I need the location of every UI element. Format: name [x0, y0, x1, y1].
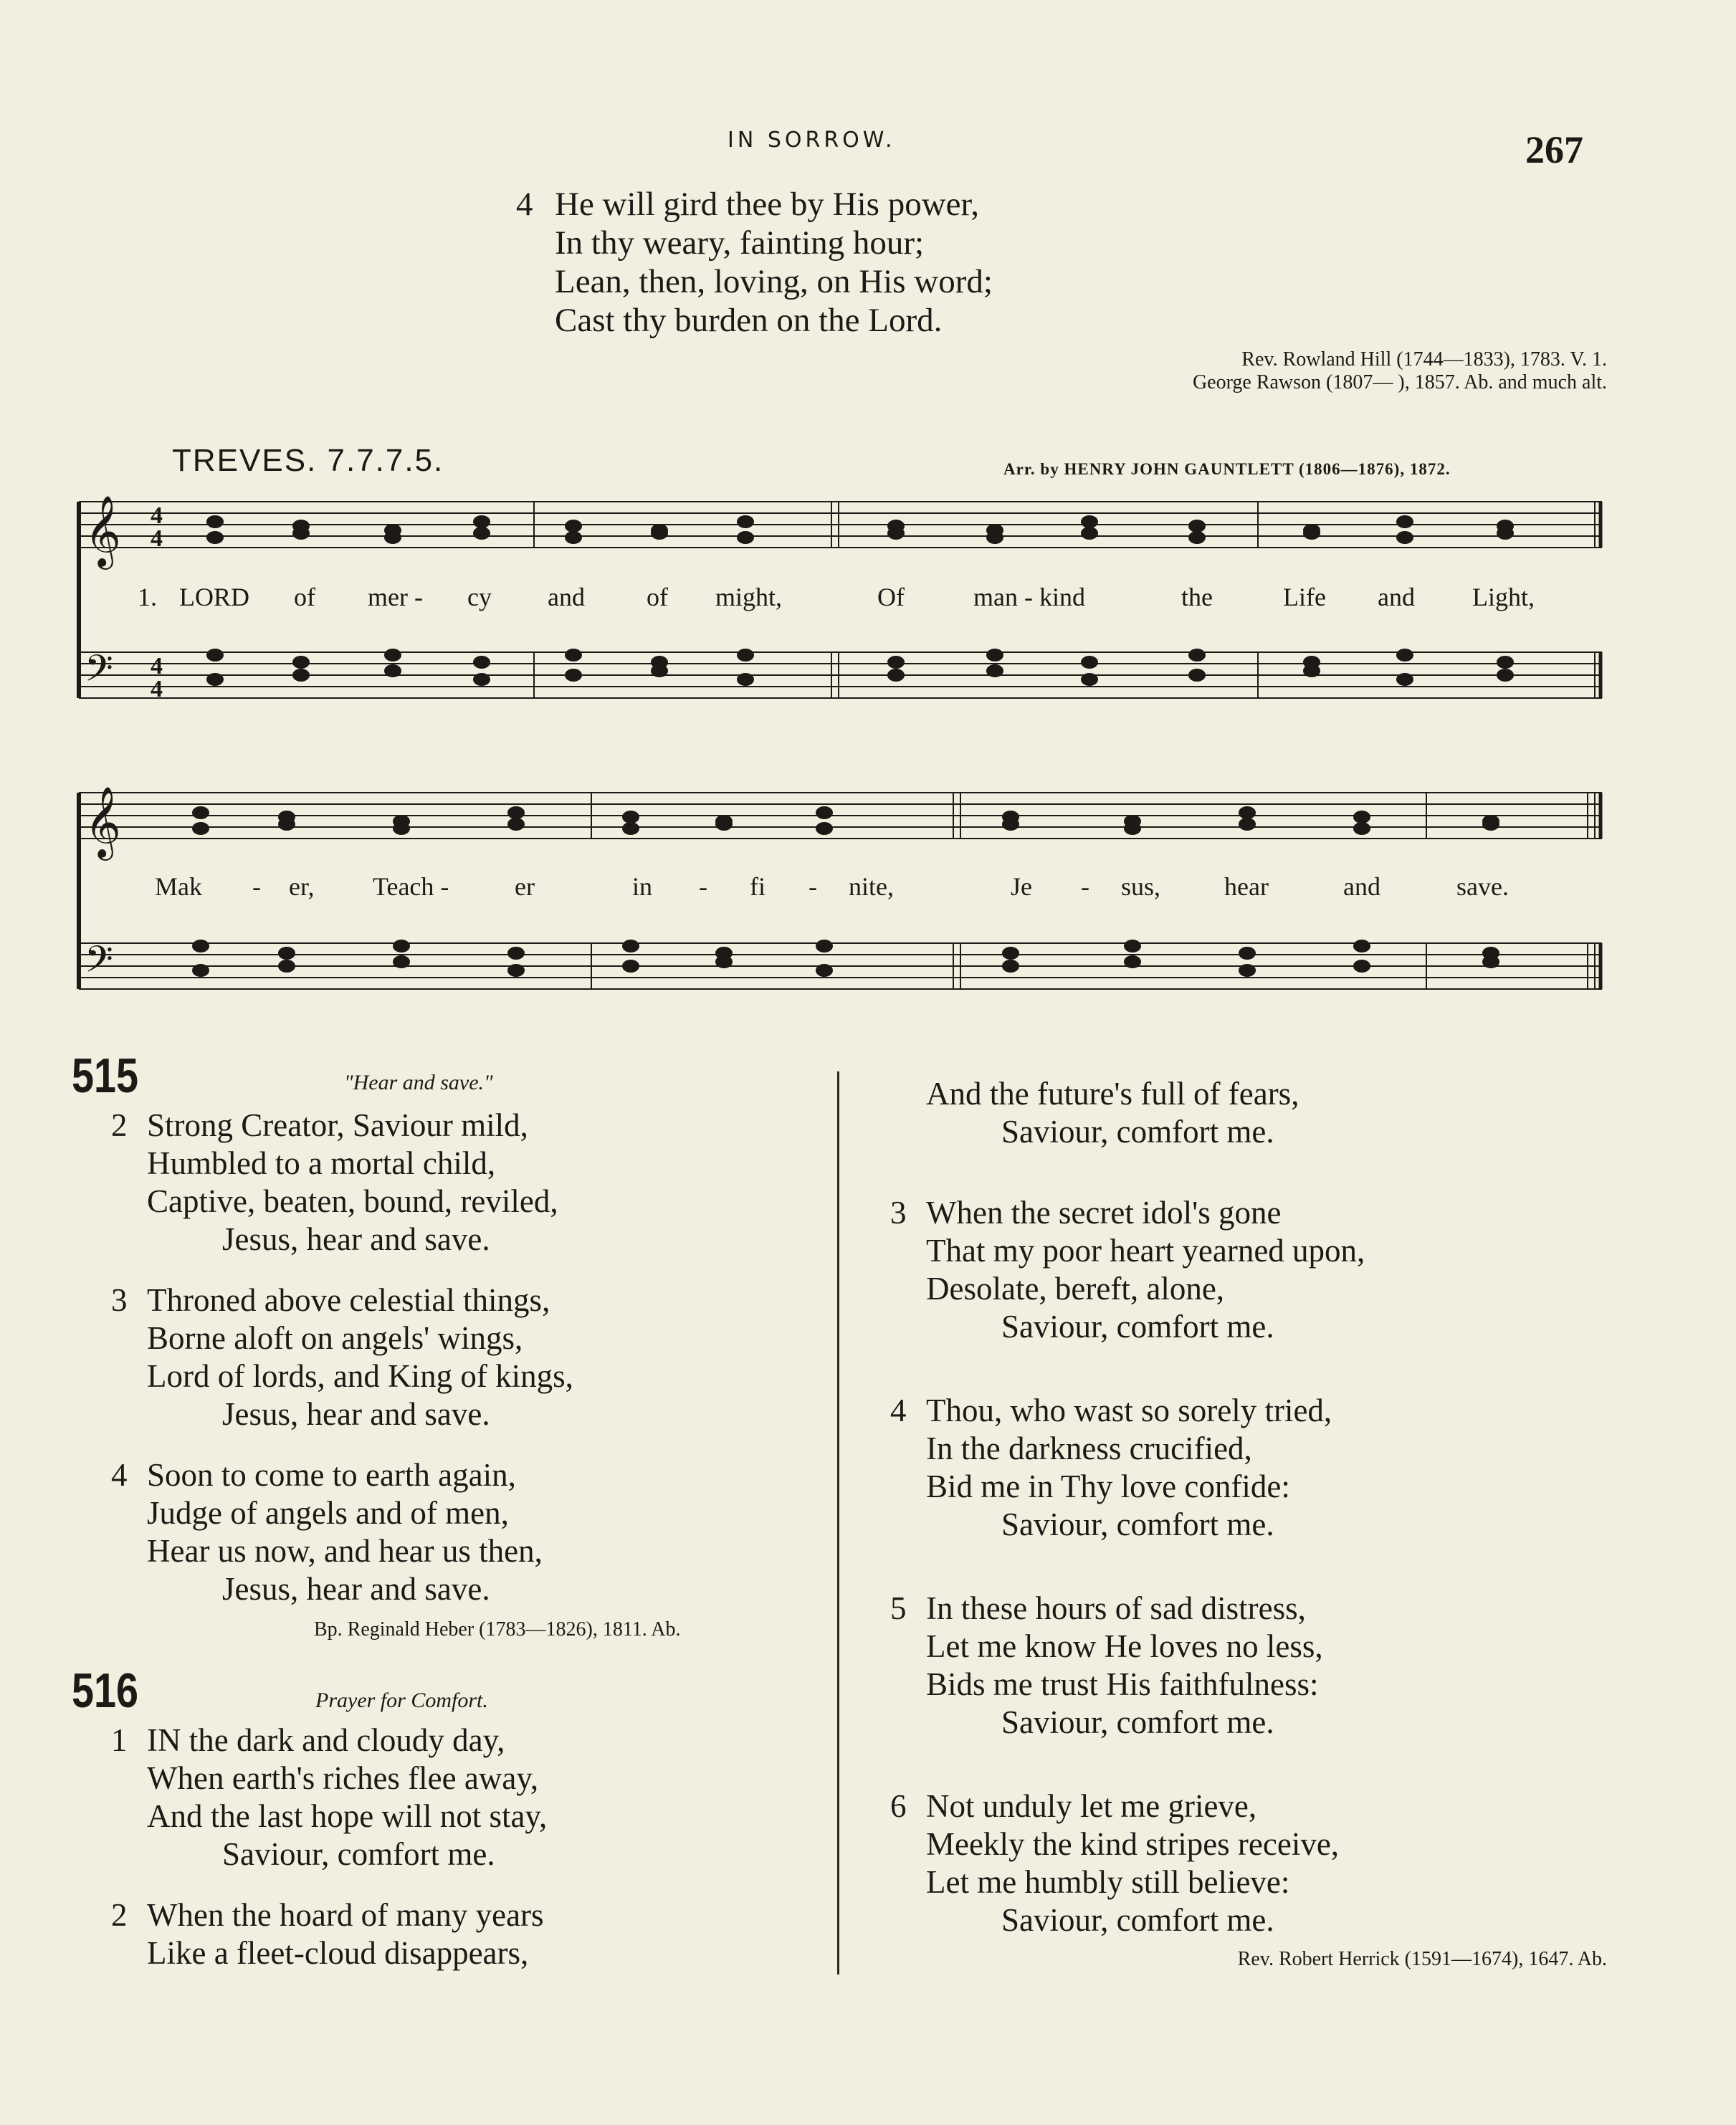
lyric-syllable: and — [548, 583, 585, 611]
verse-line: When earth's riches flee away, — [147, 1760, 539, 1796]
notehead — [1082, 656, 1097, 668]
notehead — [193, 807, 209, 818]
verse-refrain: Saviour, comfort me. — [1001, 1309, 1274, 1345]
notehead — [566, 520, 581, 532]
notehead — [1189, 532, 1205, 543]
lyric-syllable: man - kind — [973, 583, 1085, 611]
notehead — [1125, 823, 1140, 834]
bass-clef-icon: 𝄢 — [85, 646, 113, 699]
notehead — [1354, 960, 1370, 972]
verse-line: In the darkness crucified, — [926, 1431, 1252, 1466]
lyric-syllable: cy — [467, 583, 492, 611]
notehead — [1354, 940, 1370, 952]
verse-line: And the future's full of fears, — [926, 1076, 1299, 1112]
lyric-syllable: and — [1378, 583, 1415, 611]
notehead — [1304, 527, 1320, 539]
notehead — [207, 516, 223, 527]
attribution: Bp. Reginald Heber (1783—1826), 1811. Ab. — [314, 1618, 681, 1641]
notehead — [279, 947, 295, 959]
svg-text:4: 4 — [151, 653, 163, 679]
lyric-syllable: hear — [1224, 872, 1269, 901]
lyric-syllable: - — [1081, 872, 1089, 901]
lyric-syllable: sus, — [1121, 872, 1161, 901]
hymn-number: 515 — [72, 1049, 139, 1103]
notehead — [1497, 527, 1513, 539]
verse-refrain: Saviour, comfort me. — [1001, 1506, 1274, 1542]
notehead — [394, 940, 409, 952]
notehead — [1397, 532, 1413, 543]
notehead — [1082, 674, 1097, 685]
hymn-subtitle: Prayer for Comfort. — [315, 1689, 488, 1712]
notehead — [987, 532, 1003, 543]
notehead — [1003, 947, 1019, 959]
notehead — [508, 818, 524, 830]
treble-clef-icon: 𝄞 — [85, 786, 121, 858]
notehead — [652, 527, 667, 539]
notehead — [207, 649, 223, 661]
verse-refrain: Saviour, comfort me. — [1001, 1114, 1274, 1150]
verse-line: When the secret idol's gone — [926, 1195, 1282, 1231]
verse-refrain: Saviour, comfort me. — [1001, 1902, 1274, 1938]
notehead — [385, 665, 401, 677]
lyric-syllable: might, — [715, 583, 783, 611]
verse-line: IN the dark and cloudy day, — [147, 1722, 505, 1758]
lyric-syllable: fi — [750, 872, 766, 901]
verse-line: Hear us now, and hear us then, — [147, 1533, 543, 1569]
verse-line: Not unduly let me grieve, — [926, 1788, 1257, 1824]
lyric-syllable: Life — [1283, 583, 1326, 611]
verse-line: Humbled to a mortal child, — [147, 1145, 496, 1181]
notehead — [394, 823, 409, 834]
bass-clef-icon: 𝄢 — [85, 937, 113, 990]
notehead — [987, 649, 1003, 661]
column-divider — [837, 1071, 839, 1974]
time-signature: 4 — [151, 502, 163, 529]
verse-line: Soon to come to earth again, — [147, 1457, 516, 1493]
lyric-syllable: er — [515, 872, 535, 901]
verse-number: 1. — [138, 583, 157, 611]
hymn-subtitle: "Hear and save." — [344, 1071, 493, 1094]
tune-name: TREVES. 7.7.7.5. — [172, 443, 444, 478]
stanza-line: Cast thy burden on the Lord. — [555, 302, 943, 339]
notehead — [207, 674, 223, 685]
verse-number: 4 — [890, 1393, 907, 1428]
notehead — [1483, 956, 1499, 968]
notehead — [623, 811, 639, 823]
notehead — [1239, 947, 1255, 959]
lyric-syllable: Teach - — [373, 872, 449, 901]
notehead — [1397, 516, 1413, 527]
verse-line: Let me know He loves no less, — [926, 1628, 1323, 1664]
verse-number: 2 — [111, 1107, 128, 1143]
notehead — [1189, 520, 1205, 532]
notehead — [1304, 665, 1320, 677]
verse-line: Like a fleet-cloud disappears, — [147, 1935, 529, 1971]
notehead — [193, 940, 209, 952]
verse-line: Lord of lords, and King of kings, — [147, 1358, 573, 1394]
verse-line: Captive, beaten, bound, reviled, — [147, 1183, 558, 1219]
notehead — [623, 823, 639, 834]
notehead — [508, 947, 524, 959]
notehead — [474, 527, 490, 539]
stanza-line: In thy weary, fainting hour; — [555, 224, 925, 262]
lyric-syllable: - — [809, 872, 817, 901]
verse-line: And the last hope will not stay, — [147, 1798, 548, 1834]
notehead — [888, 527, 904, 539]
lyric-syllable: LORD — [179, 583, 249, 611]
notehead — [474, 516, 490, 527]
notehead — [1082, 516, 1097, 527]
stanza-number: 4 — [516, 186, 533, 223]
notehead — [1497, 669, 1513, 681]
verse-number: 3 — [890, 1195, 907, 1231]
verse-line: Let me humbly still believe: — [926, 1864, 1290, 1900]
notehead — [193, 823, 209, 834]
verse-line: That my poor heart yearned upon, — [926, 1233, 1365, 1269]
notehead — [1239, 807, 1255, 818]
lyric-syllable: and — [1343, 872, 1380, 901]
notehead — [623, 960, 639, 972]
attribution: Rev. Rowland Hill (1744—1833), 1783. V. 1. — [1241, 348, 1607, 371]
verse-refrain: Jesus, hear and save. — [222, 1221, 490, 1257]
notehead — [1497, 656, 1513, 668]
lyric-syllable: - — [699, 872, 707, 901]
stanza-line: He will gird thee by His power, — [555, 186, 980, 223]
notehead — [566, 532, 581, 543]
attribution: George Rawson (1807— ), 1857. Ab. and much alt. — [1192, 371, 1607, 393]
arranger-credit: Arr. by HENRY JOHN GAUNTLETT (1806—1876), 1872. — [1003, 460, 1451, 478]
lyric-syllable: Of — [877, 583, 905, 611]
verse-line: Borne aloft on angels' wings, — [147, 1320, 523, 1356]
notehead — [816, 823, 832, 834]
verse-line: Throned above celestial things, — [147, 1282, 550, 1318]
notehead — [738, 674, 753, 685]
lyric-syllable: of — [294, 583, 315, 611]
verse-number: 1 — [111, 1722, 128, 1758]
notehead — [508, 965, 524, 976]
verse-line: Thou, who wast so sorely tried, — [926, 1393, 1332, 1428]
section-title: IN SORROW. — [728, 128, 896, 153]
verse-refrain: Saviour, comfort me. — [1001, 1704, 1274, 1740]
notehead — [385, 649, 401, 661]
notehead — [1125, 956, 1140, 968]
lyric-syllable: - — [252, 872, 261, 901]
notehead — [652, 665, 667, 677]
lyric-syllable: save. — [1456, 872, 1509, 901]
notehead — [1239, 965, 1255, 976]
lyric-syllable: nite, — [849, 872, 894, 901]
verse-refrain: Saviour, comfort me. — [222, 1836, 495, 1872]
notehead — [1189, 669, 1205, 681]
notehead — [888, 669, 904, 681]
verse-line: Judge of angels and of men, — [147, 1495, 509, 1531]
notehead — [888, 656, 904, 668]
notehead — [1189, 649, 1205, 661]
lyric-syllable: Mak — [155, 872, 202, 901]
verse-line: Desolate, bereft, alone, — [926, 1271, 1225, 1307]
notehead — [279, 818, 295, 830]
notehead — [385, 532, 401, 543]
lyric-syllable: of — [647, 583, 668, 611]
notehead — [508, 807, 524, 818]
notehead — [816, 965, 832, 976]
notehead — [1354, 823, 1370, 834]
page-number: 267 — [1525, 128, 1583, 171]
verse-number: 5 — [890, 1590, 907, 1626]
lyric-syllable: the — [1181, 583, 1213, 611]
notehead — [716, 818, 732, 830]
notehead — [1125, 940, 1140, 952]
notehead — [474, 674, 490, 685]
stanza-line: Lean, then, loving, on His word; — [555, 263, 993, 300]
notehead — [1354, 811, 1370, 823]
lyric-syllable: er, — [289, 872, 315, 901]
verse-line: Bid me in Thy love confide: — [926, 1469, 1290, 1504]
treble-clef-icon: 𝄞 — [85, 495, 121, 567]
notehead — [293, 527, 309, 539]
notehead — [207, 532, 223, 543]
notehead — [1397, 649, 1413, 661]
verse-refrain: Jesus, hear and save. — [222, 1396, 490, 1432]
verse-number: 4 — [111, 1457, 128, 1493]
notehead — [293, 669, 309, 681]
notehead — [1082, 527, 1097, 539]
verse-number: 6 — [890, 1788, 907, 1824]
hymn-number: 516 — [72, 1663, 139, 1718]
verse-refrain: Jesus, hear and save. — [222, 1571, 490, 1607]
notehead — [738, 516, 753, 527]
verse-line: Strong Creator, Saviour mild, — [147, 1107, 528, 1143]
notehead — [623, 940, 639, 952]
svg-text:4: 4 — [151, 676, 163, 702]
attribution: Rev. Robert Herrick (1591—1674), 1647. Ab. — [1237, 1948, 1607, 1970]
notehead — [816, 940, 832, 952]
verse-line: When the hoard of many years — [147, 1897, 544, 1933]
verse-line: Meekly the kind stripes receive, — [926, 1826, 1340, 1862]
lyric-syllable: Light, — [1472, 583, 1535, 611]
notehead — [566, 669, 581, 681]
verse-line: Bids me trust His faithfulness: — [926, 1666, 1319, 1702]
notehead — [566, 649, 581, 661]
lyric-syllable: in — [632, 872, 653, 901]
notehead — [1003, 960, 1019, 972]
verse-line: In these hours of sad distress, — [926, 1590, 1306, 1626]
notehead — [394, 956, 409, 968]
notehead — [1483, 818, 1499, 830]
verse-number: 3 — [111, 1282, 128, 1318]
notehead — [474, 656, 490, 668]
notehead — [716, 956, 732, 968]
lyric-syllable: Je — [1011, 872, 1032, 901]
notehead — [279, 960, 295, 972]
lyric-syllable: mer - — [368, 583, 423, 611]
notehead — [738, 649, 753, 661]
svg-text:4: 4 — [151, 525, 163, 552]
notehead — [193, 965, 209, 976]
notehead — [987, 665, 1003, 677]
notehead — [293, 656, 309, 668]
notehead — [1003, 818, 1019, 830]
verse-number: 2 — [111, 1897, 128, 1933]
notehead — [1239, 818, 1255, 830]
notehead — [738, 532, 753, 543]
notehead — [1397, 674, 1413, 685]
notehead — [816, 807, 832, 818]
